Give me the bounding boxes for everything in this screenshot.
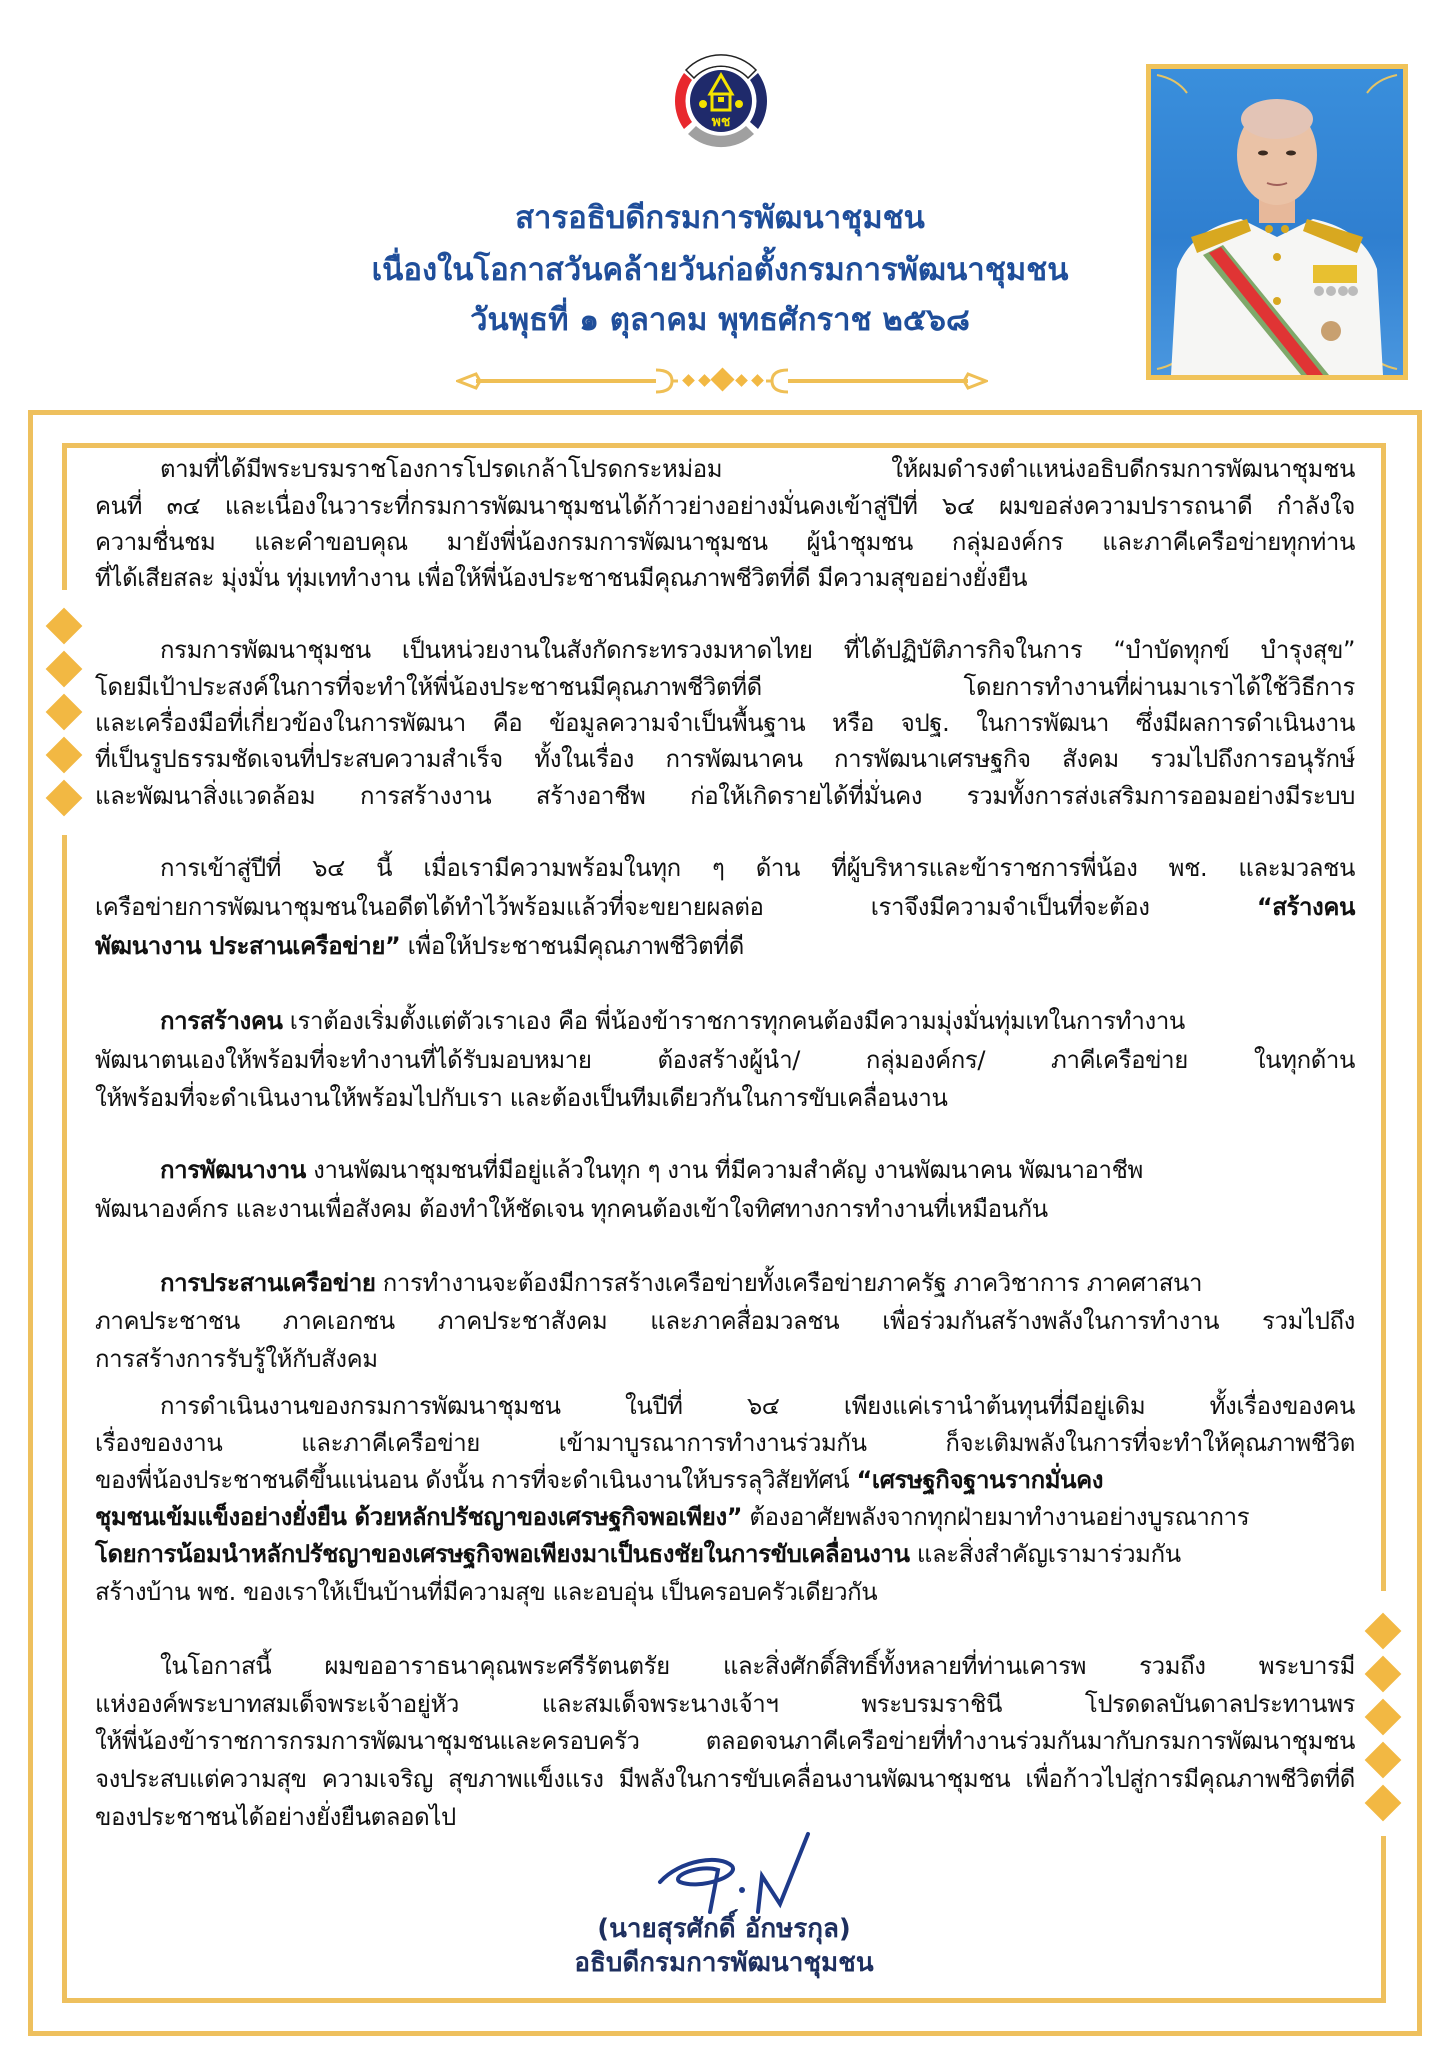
paragraph-2-line-1: กรมการพัฒนาชุมชน เป็นหน่วยงานในสังกัดกระทรวงมหาดไทย ที่ได้ปฏิบัติภารกิจในการ “บำบัดทุกข์ บำรุงสุข” (160, 636, 1355, 664)
paragraph-8-line-2: แห่งองค์พระบาทสมเด็จพระเจ้าอยู่หัว และสมเด็จพระนางเจ้าฯ พระบรมราชินี โปรดดลบันดาลประทานพร (95, 1690, 1355, 1718)
paragraph-1-line-3: ความชื่นชม และคำขอบคุณ มายังพี่น้องกรมการพัฒนาชุมชน ผู้นำชุมชน กลุ่มองค์กร และภาคีเครือข่ายทุกท่าน (95, 528, 1355, 556)
paragraph-4-line-3: ให้พร้อมที่จะดำเนินงานให้พร้อมไปกับเรา และต้องเป็นทีมเดียวกันในการขับเคลื่อนงาน (95, 1084, 948, 1112)
paragraph-7-line-2: เรื่องของงาน และภาคีเครือข่าย เข้ามาบูรณาการทำงานร่วมกัน ก็จะเติมพลังในการที่จะทำให้คุณภาพชีวิต (95, 1429, 1355, 1457)
paragraph-7-line-1: การดำเนินงานของกรมการพัฒนาชุมชน ในปีที่ ๖๔ เพียงแค่เรานำต้นทุนที่มีอยู่เดิม ทั้งเรื่องของคน (160, 1392, 1355, 1420)
paragraph-8-line-1: ในโอกาสนี้ ผมขออาราธนาคุณพระศรีรัตนตรัย และสิ่งศักดิ์สิทธิ์ทั้งหลายที่ท่านเคารพ รวมถึง พระบารมี (160, 1652, 1355, 1680)
paragraph-7-line-4: ชุมชนเข้มแข็งอย่างยั่งยืน ด้วยหลักปรัชญาของเศรษฐกิจพอเพียง” ต้องอาศัยพลังจากทุกฝ่ายมาทำงานอย่างบูรณาการ (95, 1503, 1250, 1531)
paragraph-3-line-3: พัฒนางาน ประสานเครือข่าย” เพื่อให้ประชาชนมีคุณภาพชีวิตที่ดี (95, 932, 744, 960)
paragraph-8-line-3: ให้พี่น้องข้าราชการกรมการพัฒนาชุมชนและครอบครัว ตลอดจนภาคีเครือข่ายที่ทำงานร่วมกันมากับกรมการพัฒนาชุมชน (95, 1727, 1355, 1755)
inner-frame-bottom (62, 1998, 1386, 2003)
paragraph-8-line-5: ของประชาชนได้อย่างยั่งยืนตลอดไป (95, 1803, 456, 1831)
title-line-3: วันพุธที่ ๑ ตุลาคม พุทธศักราช ๒๕๖๘ (470, 302, 970, 338)
inner-frame-left-upper (62, 443, 67, 590)
paragraph-7-line-6: สร้างบ้าน พช. ของเราให้เป็นบ้านที่มีความสุข และอบอุ่น เป็นครอบครัวเดียวกัน (95, 1578, 878, 1606)
ornamental-divider (456, 366, 988, 396)
paragraph-2-line-2: โดยมีเป้าประสงค์ในการที่จะทำให้พี่น้องประชาชนมีคุณภาพชีวิตที่ดี โดยการทำงานที่ผ่านมาเราได้ใช้วิธีการ (95, 673, 1355, 701)
paragraph-1-line-4: ที่ได้เสียสละ มุ่งมั่น ทุ่มเททำงาน เพื่อให้พี่น้องประชาชนมีคุณภาพชีวิตที่ดี มีความสุขอย่างยั่งยืน (95, 564, 1028, 592)
inner-frame-right-lower (1381, 1836, 1386, 2003)
paragraph-5-line-2: พัฒนาองค์กร และงานเพื่อสังคม ต้องทำให้ชัดเจน ทุกคนต้องเข้าใจทิศทางการทำงานที่เหมือนกัน (95, 1195, 1048, 1223)
paragraph-1-line-2: คนที่ ๓๔ และเนื่องในวาระที่กรมการพัฒนาชุมชนได้ก้าวย่างอย่างมั่นคงเข้าสู่ปีที่ ๖๔ ผมขอส่งความปรารถนาดี กำลังใจ (95, 492, 1355, 520)
paragraph-8-line-4: จงประสบแต่ความสุข ความเจริญ สุขภาพแข็งแรง มีพลังในการขับเคลื่อนงานพัฒนาชุมชน เพื่อก้าวไปสู่การมีคุณภาพชีวิตที่ดี (95, 1765, 1355, 1793)
paragraph-6-line-1: การประสานเครือข่าย การทำงานจะต้องมีการสร้างเครือข่ายทั้งเครือข่ายภาครัฐ ภาควิชาการ ภาคศาสนา (160, 1269, 1203, 1297)
handwritten-signature (640, 1820, 840, 1920)
signatory-name: (นายสุรศักดิ์ อักษรกุล) (597, 1914, 851, 1944)
paragraph-3-line-1: การเข้าสู่ปีที่ ๖๔ นี้ เมื่อเรามีความพร้อมในทุก ๆ ด้าน ที่ผู้บริหารและข้าราชการพี่น้อง พช. และมวลชน (160, 854, 1355, 882)
paragraph-6-line-3: การสร้างการรับรู้ให้กับสังคม (95, 1345, 378, 1373)
paragraph-2-line-3: และเครื่องมือที่เกี่ยวข้องในการพัฒนา คือ ข้อมูลความจำเป็นพื้นฐาน หรือ จปฐ. ในการพัฒนา ซึ่งมีผลการดำเนินงาน (95, 709, 1355, 737)
paragraph-2-line-5: และพัฒนาสิ่งแวดล้อม การสร้างงาน สร้างอาชีพ ก่อให้เกิดรายได้ที่มั่นคง รวมทั้งการส่งเสริมการออมอย่างมีระบบ (95, 782, 1355, 810)
paragraph-5-line-1: การพัฒนางาน งานพัฒนาชุมชนที่มีอยู่แล้วในทุก ๆ งาน ที่มีความสำคัญ งานพัฒนาคน พัฒนาอาชีพ (160, 1156, 1143, 1184)
department-logo (662, 42, 780, 160)
paragraph-6-line-2: ภาคประชาชน ภาคเอกชน ภาคประชาสังคม และภาคสื่อมวลชน เพื่อร่วมกันสร้างพลังในการทำงาน รวมไปถึง (95, 1307, 1355, 1335)
paragraph-4-line-1: การสร้างคน เราต้องเริ่มตั้งแต่ตัวเราเอง คือ พี่น้องข้าราชการทุกคนต้องมีความมุ่งมั่นทุ่มเทในการทำงาน (160, 1007, 1185, 1035)
inner-frame-left-lower (62, 835, 67, 2003)
paragraph-7-line-5: โดยการน้อมนำหลักปรัชญาของเศรษฐกิจพอเพียงมาเป็นธงชัยในการขับเคลื่อนงาน และสิ่งสำคัญเรามาร่วมกัน (95, 1540, 1181, 1568)
paragraph-3-line-2: เครือข่ายการพัฒนาชุมชนในอดีตได้ทำไว้พร้อมแล้วที่จะขยายผลต่อ เราจึงมีความจำเป็นที่จะต้อง “สร้างคน (95, 893, 1355, 921)
title-line-2: เนื่องในโอกาสวันคล้ายวันก่อตั้งกรมการพัฒนาชุมชน (371, 252, 1069, 288)
inner-frame-top (62, 443, 1386, 448)
title-line-1: สารอธิบดีกรมการพัฒนาชุมชน (515, 200, 925, 236)
paragraph-1-line-1: ตามที่ได้มีพระบรมราชโองการโปรดเกล้าโปรดกระหม่อม ให้ผมดำรงตำแหน่งอธิบดีกรมการพัฒนาชุมชน (160, 455, 1355, 483)
inner-frame-right-upper (1381, 443, 1386, 1591)
paragraph-2-line-4: ที่เป็นรูปธรรมชัดเจนที่ประสบความสำเร็จ ทั้งในเรื่อง การพัฒนาคน การพัฒนาเศรษฐกิจ สังคม รวมไปถึงการอนุรักษ์ (95, 745, 1355, 773)
director-portrait (1146, 64, 1408, 380)
svg-text:พช: พช (711, 114, 731, 130)
paragraph-7-line-3: ของพี่น้องประชาชนดีขึ้นแน่นอน ดังนั้น การที่จะดำเนินงานให้บรรลุวิสัยทัศน์ “เศรษฐกิจฐานรากมั่นคง (95, 1466, 1104, 1494)
paragraph-4-line-2: พัฒนาตนเองให้พร้อมที่จะทำงานที่ได้รับมอบหมาย ต้องสร้างผู้นำ/ กลุ่มองค์กร/ ภาคีเครือข่าย ในทุกด้าน (95, 1046, 1355, 1074)
signatory-position: อธิบดีกรมการพัฒนาชุมชน (574, 1948, 874, 1978)
